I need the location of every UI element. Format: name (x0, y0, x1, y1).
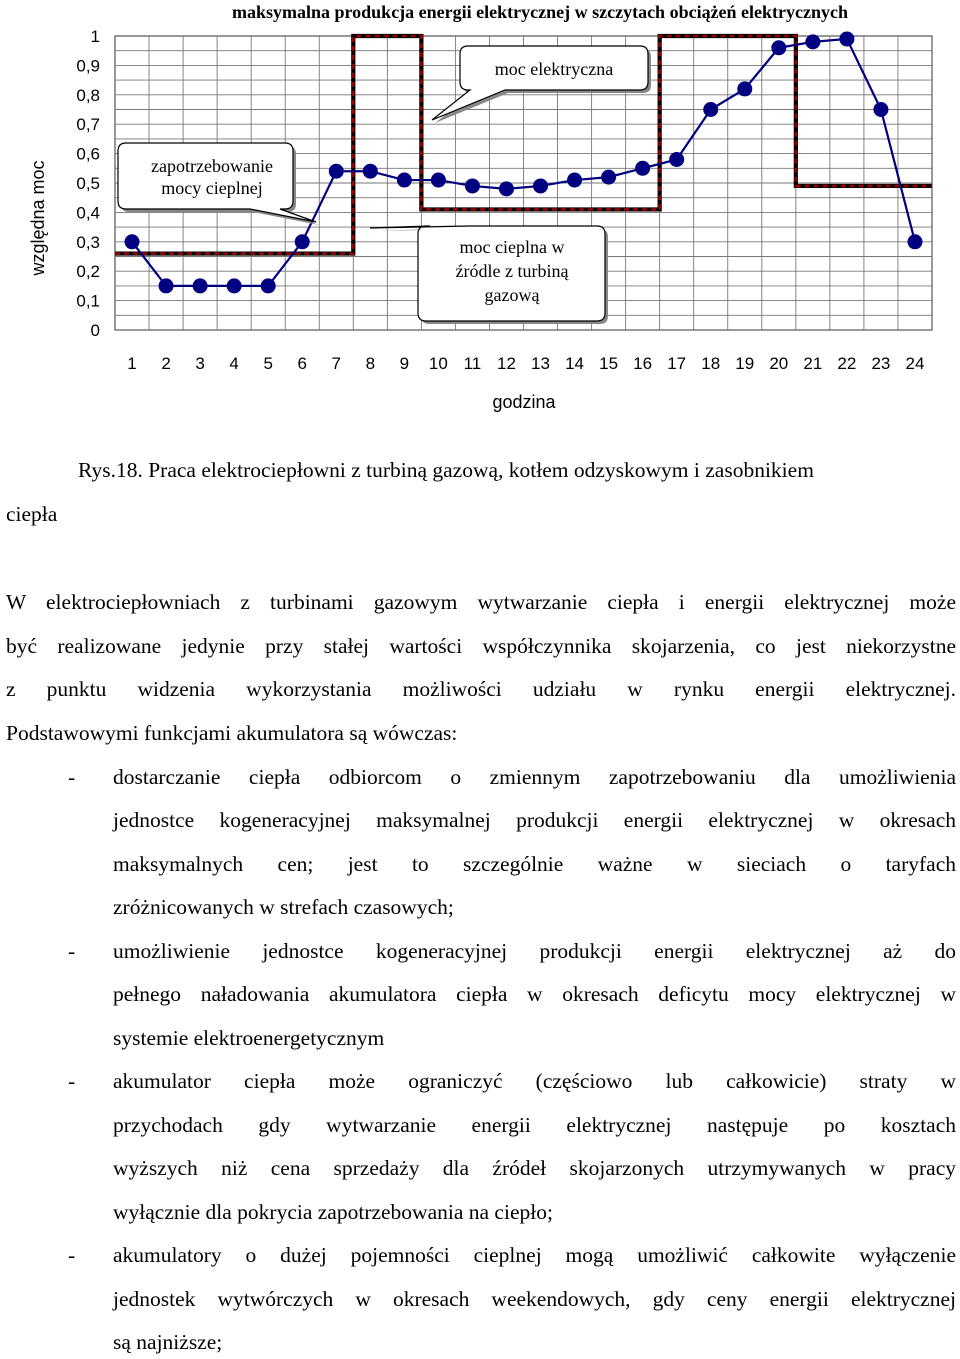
y-tick-label: 1 (90, 27, 100, 46)
bullet-1-line-4: zróżnicowanych w strefach czasowych; (113, 895, 454, 919)
heat-demand-point (703, 102, 718, 117)
heat-demand-point (295, 234, 310, 249)
chart-y-axis-label: względna moc (28, 160, 48, 276)
x-tick-label: 13 (531, 354, 550, 373)
bullet-4-line-1: akumulatory o dużej pojemności cieplnej mogą umożliwić całkowite wyłączenie (113, 1243, 956, 1267)
x-tick-label: 10 (428, 354, 448, 373)
bullet-3-dash: - (68, 1069, 76, 1093)
heat-demand-point (261, 278, 276, 293)
heat-demand-point (873, 102, 888, 117)
bullet-2-line-3: systemie elektroenergetycznym (113, 1026, 385, 1050)
bullet-3-line-4: wyłącznie dla pokrycia zapotrzebowania na ciepło; (113, 1200, 553, 1224)
y-tick-label: 0,2 (76, 262, 100, 282)
x-tick-label: 20 (769, 354, 789, 373)
bullet-1-line-1: dostarczanie ciepła odbiorcom o zmiennym zapotrzebowaniu dla umożliwienia (113, 765, 956, 789)
chart-title: maksymalna produkcja energii elektrycznej w szczytach obciążeń elektrycznych (231, 2, 849, 22)
heat-demand-point (601, 170, 616, 185)
x-tick-label: 8 (365, 354, 376, 373)
paragraph-line-2: być realizowane jedynie przy stałej wartości współczynnika skojarzenia, co jest niekorzystne (6, 634, 956, 658)
x-tick-label: 21 (803, 354, 823, 373)
figure-caption: Rys.18. Praca elektrociepłowni z turbiną gazową, kotłem odzyskowym i zasobnikiem (78, 458, 814, 482)
bullet-3-line-1: akumulator ciepła może ograniczyć (częściowo lub całkowicie) straty w (113, 1069, 956, 1093)
callout-moc-elektryczna-text: moc elektryczna (494, 59, 614, 79)
figure-caption-continued: ciepła (6, 502, 58, 526)
x-tick-label: 1 (127, 354, 137, 373)
bullet-2-line-1: umożliwienie jednostce kogeneracyjnej produkcji energii elektrycznej aż do (113, 939, 956, 963)
x-tick-label: 11 (463, 354, 482, 373)
y-tick-label: 0,1 (76, 291, 100, 311)
bullet-2-line-2: pełnego naładowania akumulatora ciepła w okresach deficytu mocy elektrycznej w (113, 982, 956, 1006)
callout-moc-cieplna-text: gazową (484, 285, 540, 305)
bullet-1-line-3: maksymalnych cen; jest to szczególnie ważne w sieciach o taryfach (113, 852, 956, 876)
y-tick-label: 0 (90, 321, 100, 340)
y-tick-label: 0,6 (76, 144, 100, 164)
heat-demand-point (363, 164, 378, 179)
paragraph-line-3: z punktu widzenia wykorzystania możliwości udziału w rynku energii elektrycznej. (6, 677, 956, 701)
callout-moc-cieplna-text: źródle z turbiną (455, 261, 569, 281)
heat-demand-point (329, 164, 344, 179)
x-tick-label: 3 (195, 354, 205, 373)
bullet-3-line-3: wyższych niż cena sprzedaży dla źródeł skojarzonych utrzymywanych w pracy (113, 1156, 956, 1180)
callout-zapotrzebowanie-text: zapotrzebowanie (151, 156, 273, 176)
heat-demand-point (431, 173, 446, 188)
x-tick-label: 5 (263, 354, 273, 373)
heat-demand-point (805, 34, 820, 49)
heat-demand-point (193, 278, 208, 293)
bullet-3-line-2: przychodach gdy wytwarzanie energii elektrycznej następuje po kosztach (113, 1113, 956, 1137)
bullet-2-dash: - (68, 939, 76, 963)
heat-demand-point (227, 278, 242, 293)
x-tick-label: 19 (735, 354, 755, 373)
x-tick-label: 18 (701, 354, 721, 373)
bullet-1-dash: - (68, 765, 76, 789)
chart (0, 0, 960, 430)
heat-demand-point (499, 181, 514, 196)
heat-demand-point (907, 234, 922, 249)
x-tick-label: 17 (667, 354, 687, 373)
x-tick-label: 9 (399, 354, 410, 373)
heat-demand-point (567, 173, 582, 188)
y-tick-label: 0,7 (76, 115, 100, 135)
heat-demand-point (125, 234, 140, 249)
callout-moc-cieplna-text: moc cieplna w (459, 237, 565, 257)
paragraph-line-1: W elektrociepłowniach z turbinami gazowym wytwarzanie ciepła i energii elektrycznej może (6, 590, 956, 614)
y-tick-label: 0,3 (76, 232, 100, 252)
x-tick-label: 14 (565, 354, 585, 373)
callout-zapotrzebowanie-text: mocy cieplnej (161, 178, 263, 198)
x-tick-label: 22 (837, 354, 857, 373)
heat-demand-point (839, 31, 854, 46)
y-tick-label: 0,4 (76, 203, 100, 223)
heat-demand-point (669, 152, 684, 167)
x-tick-label: 24 (905, 354, 925, 373)
heat-demand-point (635, 161, 650, 176)
y-tick-label: 0,5 (76, 174, 100, 193)
heat-demand-point (159, 278, 174, 293)
chart-x-axis-label: godzina (492, 392, 556, 412)
x-tick-label: 23 (871, 354, 891, 373)
heat-demand-point (397, 173, 412, 188)
heat-demand-point (737, 81, 752, 96)
heat-demand-point (533, 178, 548, 193)
x-tick-label: 16 (633, 354, 653, 373)
x-tick-label: 4 (229, 354, 239, 373)
heat-demand-point (771, 40, 786, 55)
bullet-4-line-2: jednostek wytwórczych w okresach weekendowych, gdy ceny energii elektrycznej (113, 1287, 956, 1311)
x-tick-label: 12 (497, 354, 516, 373)
x-tick-label: 15 (599, 354, 619, 373)
paragraph-line-4: Podstawowymi funkcjami akumulatora są wówczas: (6, 721, 458, 745)
x-tick-label: 2 (161, 354, 171, 373)
y-tick-label: 0,9 (76, 56, 100, 76)
bullet-1-line-2: jednostce kogeneracyjnej maksymalnej produkcji energii elektrycznej w okresach (113, 808, 956, 832)
x-tick-label: 6 (297, 354, 307, 373)
bullet-4-line-3: są najniższe; (113, 1330, 223, 1354)
bullet-4-dash: - (68, 1243, 76, 1267)
x-tick-label: 7 (331, 354, 342, 373)
chart-svg (0, 0, 960, 430)
heat-demand-point (465, 178, 480, 193)
y-tick-label: 0,8 (76, 85, 100, 105)
